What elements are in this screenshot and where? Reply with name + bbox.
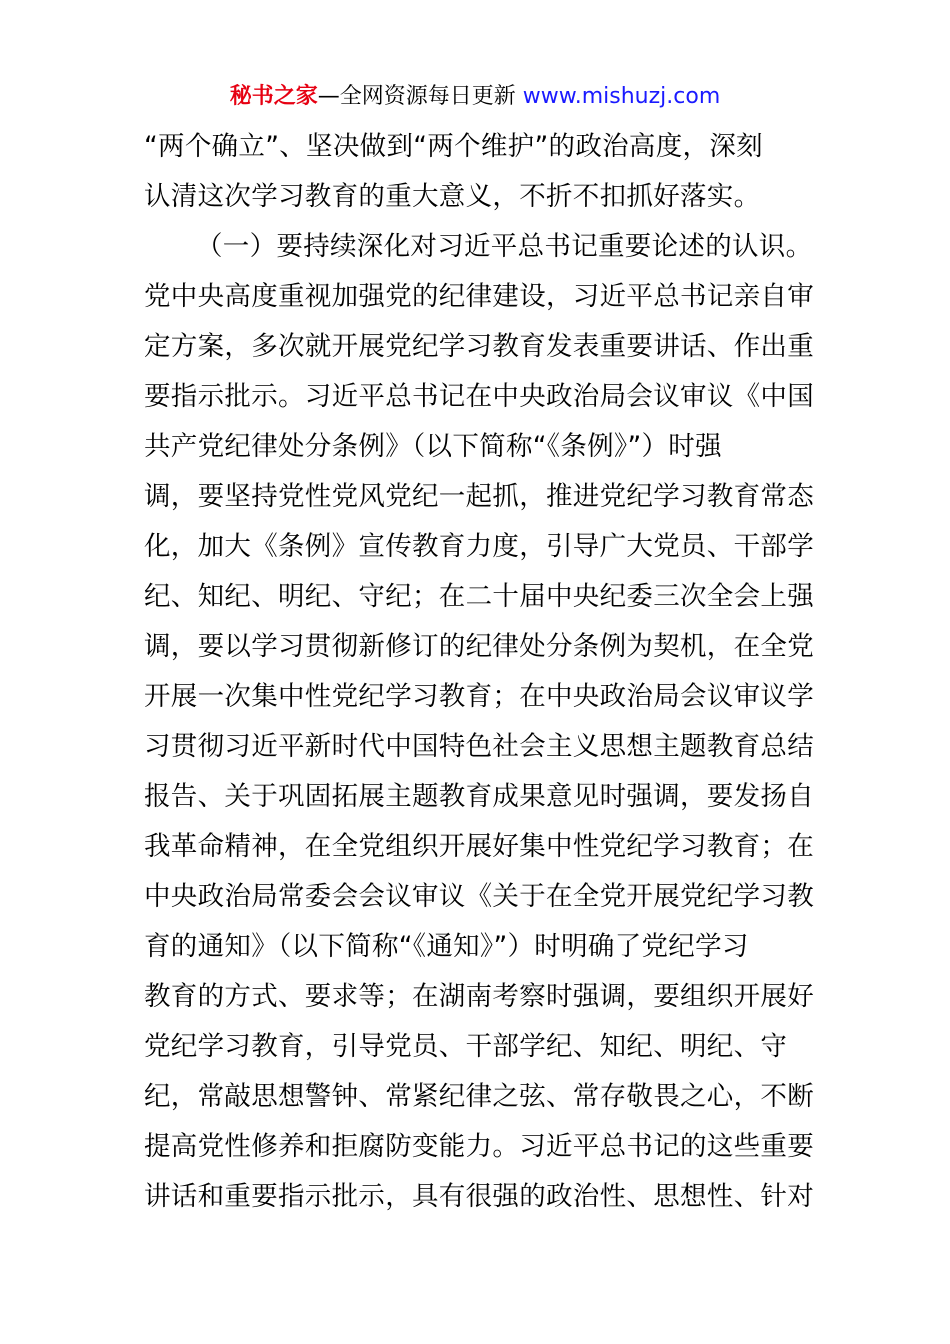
site-tagline: —全网资源每日更新 [317, 84, 516, 109]
site-url-link[interactable]: www.mishuzj.com [522, 84, 721, 109]
text-line: 开展一次集中性党纪学习教育；在中央政治局会议审议学 [144, 681, 814, 712]
text-line: 讲话和重要指示批示，具有很强的政治性、思想性、针对 [144, 1181, 814, 1212]
text-line: 认清这次学习教育的重大意义，不折不扣抓好落实。 [144, 181, 761, 212]
text-line: 纪，常敲思想警钟、常紧纪律之弦、常存敬畏之心，不断 [144, 1081, 814, 1112]
text-line: “两个确立”、坚决做到“两个维护”的政治高度，深刻 [144, 131, 763, 162]
section-heading-line: （一）要持续深化对习近平总书记重要论述的认识。 [196, 231, 813, 262]
text-line: 提高党性修养和拒腐防变能力。习近平总书记的这些重要 [144, 1131, 814, 1162]
text-line: 定方案，多次就开展党纪学习教育发表重要讲话、作出重 [144, 331, 814, 362]
site-header [0, 80, 950, 114]
text-line: 纪、知纪、明纪、守纪；在二十届中央纪委三次全会上强 [144, 581, 814, 612]
text-line: 党中央高度重视加强党的纪律建设，习近平总书记亲自审 [144, 281, 814, 312]
text-line: 共产党纪律处分条例》（以下简称“《条例》”）时强 [144, 431, 722, 462]
text-line: 中央政治局常委会会议审议《关于在全党开展党纪学习教 [144, 881, 814, 912]
text-line: 育的通知》（以下简称“《通知》”）时明确了党纪学习 [144, 931, 749, 962]
text-line: 调，要坚持党性党风党纪一起抓，推进党纪学习教育常态 [144, 481, 814, 512]
text-line: 党纪学习教育，引导党员、干部学纪、知纪、明纪、守 [144, 1031, 788, 1062]
text-line: 教育的方式、要求等；在湖南考察时强调，要组织开展好 [144, 981, 814, 1012]
site-brand: 秘书之家 [229, 84, 318, 109]
text-line: 我革命精神，在全党组织开展好集中性党纪学习教育；在 [144, 831, 814, 862]
text-line: 习贯彻习近平新时代中国特色社会主义思想主题教育总结 [144, 731, 814, 762]
text-line: 调，要以学习贯彻新修订的纪律处分条例为契机，在全党 [144, 631, 814, 662]
document-body [144, 122, 814, 1222]
text-line: 要指示批示。习近平总书记在中央政治局会议审议《中国 [144, 381, 814, 412]
text-line: 报告、关于巩固拓展主题教育成果意见时强调，要发扬自 [144, 781, 814, 812]
text-line: 化，加大《条例》宣传教育力度，引导广大党员、干部学 [144, 531, 814, 562]
